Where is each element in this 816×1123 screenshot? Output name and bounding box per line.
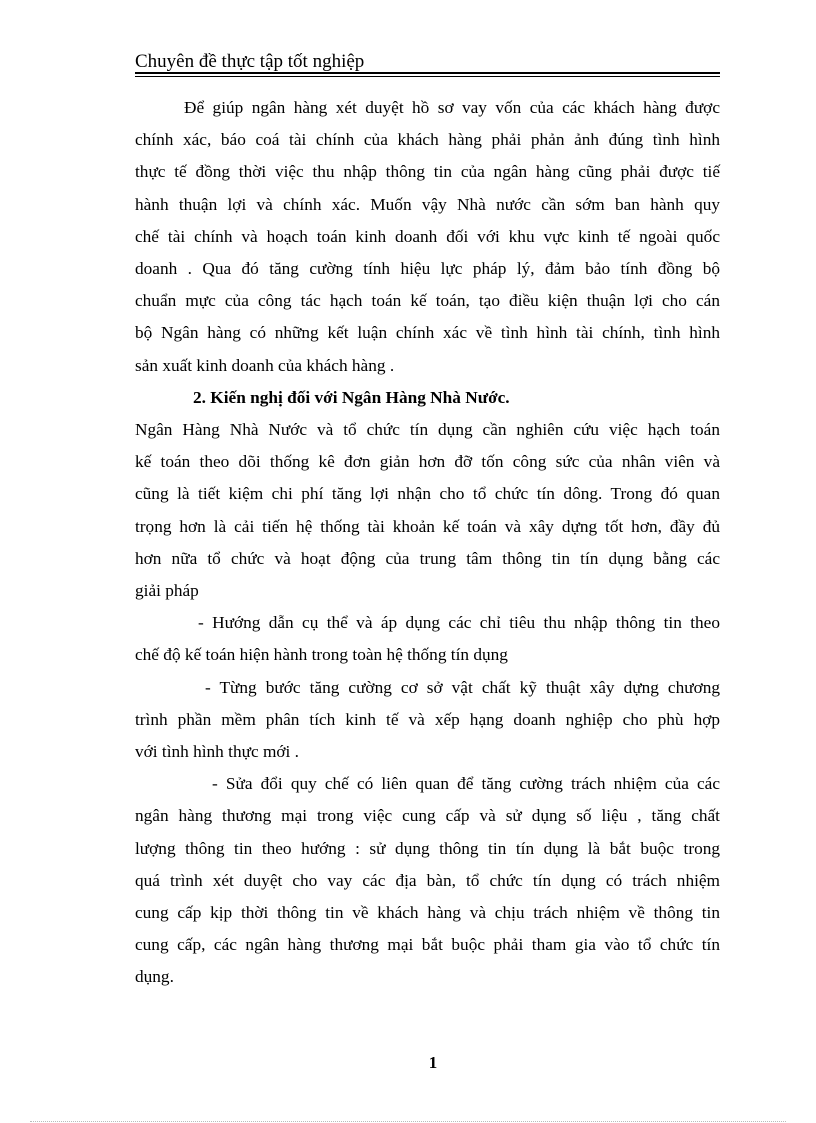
paragraph-2 bbox=[135, 414, 720, 607]
text-line: chế độ kế toán hiện hành trong toàn hệ thống tín dụng bbox=[135, 645, 508, 665]
text-line: kế toán theo dõi thống kê đơn giản hơn đỡ tốn công sức của nhân viên và bbox=[135, 452, 720, 472]
text-line: trọng hơn là cải tiến hệ thống tài khoản kế toán và xây dựng tốt hơn, đầy đủ bbox=[135, 516, 720, 536]
text-line: - Hướng dẫn cụ thể và áp dụng các chỉ tiêu thu nhập thông tin theo bbox=[198, 613, 720, 633]
text-line: chuẩn mực của công tác hạch toán kế toán, tạo điều kiện thuận lợi cho cán bbox=[135, 291, 720, 311]
text-line: ngân hàng thương mại trong việc cung cấp và sử dụng số liệu , tăng chất bbox=[135, 806, 720, 826]
text-line: chế tài chính và hoạch toán kinh doanh đối với khu vực kinh tế ngoài quốc bbox=[135, 226, 720, 246]
page-number: 1 bbox=[428, 1053, 438, 1072]
header-rule-thick bbox=[135, 72, 720, 74]
text-line: Để giúp ngân hàng xét duyệt hồ sơ vay vốn của các khách hàng được bbox=[184, 98, 720, 117]
running-header: Chuyên đề thực tập tốt nghiệp bbox=[135, 51, 365, 72]
bullet-1 bbox=[135, 607, 720, 671]
text-line: Ngân Hàng Nhà Nước và tổ chức tín dụng cần nghiên cứu việc hạch toán bbox=[135, 420, 720, 440]
text-line: lượng thông tin theo hướng : sử dụng thông tin tín dụng là bắt buộc trong bbox=[135, 838, 720, 858]
text-line: cung cấp, các ngân hàng thương mại bắt buộc phải tham gia vào tổ chức tín bbox=[135, 935, 720, 955]
page-bottom-border bbox=[30, 1121, 786, 1122]
text-line: chính xác, báo coá tài chính của khách hàng phải phản ảnh đúng tình hình bbox=[135, 130, 720, 150]
text-line: với tình hình thực mới . bbox=[135, 742, 299, 762]
text-line: sản xuất kinh doanh của khách hàng . bbox=[135, 355, 395, 375]
bullet-3 bbox=[135, 768, 720, 993]
bullet-2 bbox=[135, 672, 720, 769]
text-line: giải pháp bbox=[135, 581, 199, 601]
text-line: thực tế đồng thời việc thu nhập thông tin của ngân hàng cũng phải được tiế bbox=[135, 162, 720, 182]
paragraph-1 bbox=[135, 92, 720, 382]
text-line: - Từng bước tăng cường cơ sở vật chất kỹ thuật xây dựng chương bbox=[205, 677, 720, 697]
text-line: - Sửa đổi quy chế có liên quan để tăng cường trách nhiệm của các bbox=[212, 774, 720, 794]
text-line: cung cấp kịp thời thông tin về khách hàng và chịu trách nhiệm về thông tin bbox=[135, 903, 720, 923]
document-body bbox=[135, 92, 720, 994]
section-heading: 2. Kiến nghị đối với Ngân Hàng Nhà Nước. bbox=[193, 387, 510, 407]
text-line: hành thuận lợi và chính xác. Muốn vậy Nhà nước cần sớm ban hành quy bbox=[135, 194, 720, 214]
text-line: trình phần mềm phân tích kinh tế và xếp hạng doanh nghiệp cho phù hợp bbox=[135, 709, 720, 729]
text-line: dụng. bbox=[135, 967, 174, 987]
text-line: doanh . Qua đó tăng cường tính hiệu lực pháp lý, đảm bảo tính đồng bộ bbox=[135, 259, 720, 279]
text-line: bộ Ngân hàng có những kết luận chính xác về tình hình tài chính, tình hình bbox=[135, 323, 720, 343]
header-rule-thin bbox=[135, 76, 720, 77]
text-line: quá trình xét duyệt cho vay các địa bàn, tổ chức tín dụng có trách nhiệm bbox=[135, 870, 720, 890]
text-line: hơn nữa tổ chức và hoạt động của trung tâm thông tin tín dụng bằng các bbox=[135, 548, 720, 568]
text-line: cũng là tiết kiệm chi phí tăng lợi nhận cho tổ chức tín dông. Trong đó quan bbox=[135, 484, 720, 504]
